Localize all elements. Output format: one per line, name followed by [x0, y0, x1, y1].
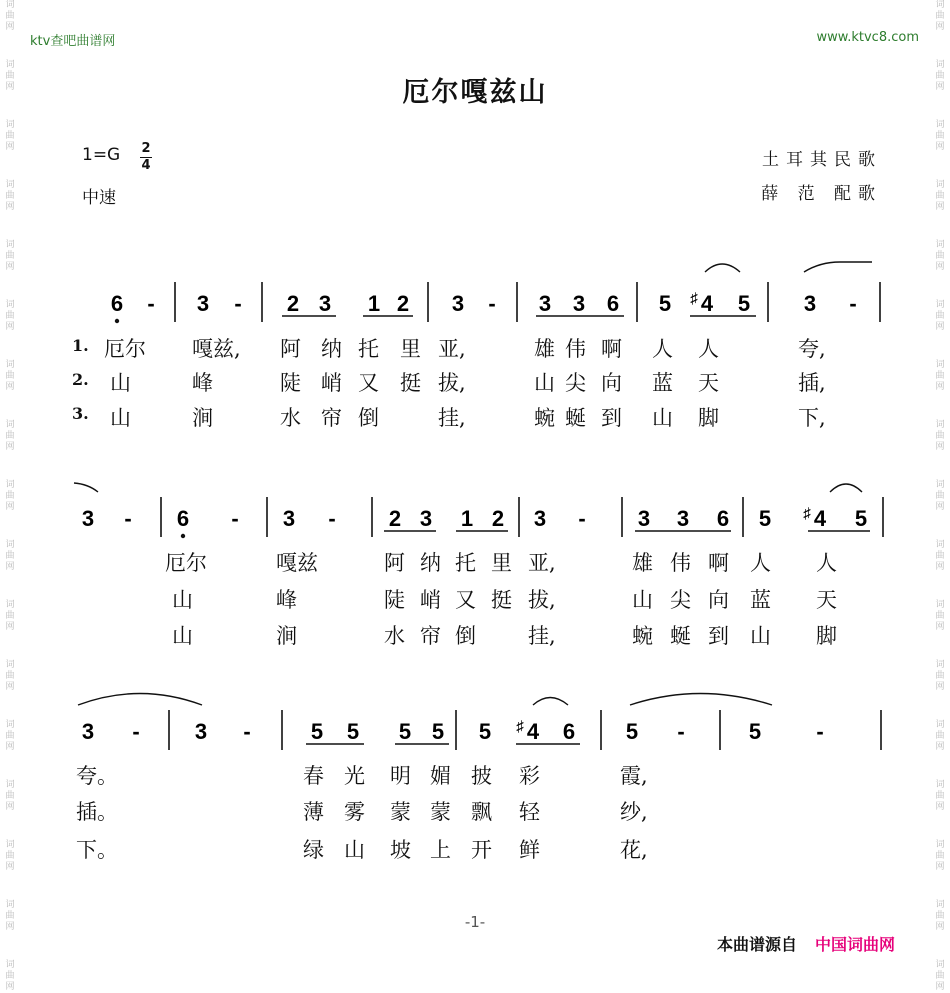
slur	[630, 694, 772, 706]
note: 2	[286, 291, 300, 316]
arranger: 薛 范 配歌	[761, 184, 882, 204]
note: 3	[803, 291, 817, 316]
note: 4	[526, 719, 540, 744]
lyric-syllable: 啊	[708, 551, 729, 575]
lyric-syllable: 插。	[76, 800, 118, 824]
lyric-syllable: 厄尔	[165, 551, 207, 575]
note: 3	[533, 506, 547, 531]
note: 3	[196, 291, 210, 316]
note: 5	[625, 719, 639, 744]
watermark-text: 词 曲 网	[935, 480, 945, 512]
watermark-text: 词 曲 网	[5, 0, 15, 32]
lyric-syllable: 里	[400, 337, 421, 361]
lyric-syllable: 开	[471, 838, 492, 862]
lyric-syllable: 伟	[565, 337, 586, 361]
lyric-syllable: 蜿	[534, 406, 555, 430]
note: 6	[110, 291, 124, 316]
note: 5	[854, 506, 868, 531]
lyric-syllable: 倒	[358, 406, 379, 430]
watermark-text: 词 曲 网	[5, 60, 15, 92]
note: 5	[346, 719, 360, 744]
watermark-text: 词 曲 网	[5, 480, 15, 512]
lyric-syllable: 人	[698, 337, 719, 361]
watermark-text: 词 曲 网	[935, 540, 945, 572]
lyric-syllable: 涧	[192, 406, 213, 430]
lyric-syllable: 插,	[798, 371, 826, 395]
lyric-syllable: 尖	[670, 588, 691, 612]
lyric-syllable: 山	[172, 624, 193, 648]
lyric-syllable: 纳	[420, 551, 441, 575]
watermark-text: 词 曲 网	[5, 420, 15, 452]
lyric-syllable: 山	[344, 838, 365, 862]
note: 2	[388, 506, 402, 531]
lyric-syllable: 向	[601, 371, 622, 395]
watermark-text: 词 曲 网	[5, 180, 15, 212]
lyric-syllable: 又	[455, 588, 476, 612]
lyric-syllable: 坡	[390, 838, 411, 862]
lyric-syllable: 天	[816, 588, 837, 612]
watermark-text: 词 曲 网	[5, 240, 15, 272]
lyric-syllable: 脚	[816, 624, 837, 648]
note: 5	[478, 719, 492, 744]
watermark-text: 词 曲 网	[5, 360, 15, 392]
dash-note: -	[231, 506, 239, 531]
dash-note: -	[677, 719, 685, 744]
lyric-syllable: 啊	[601, 337, 622, 361]
note: 3	[318, 291, 332, 316]
lyric-syllable: 拔,	[528, 588, 556, 612]
lyric-syllable: 陡	[384, 588, 405, 612]
verse-number: 3.	[72, 404, 89, 423]
lyric-syllable: 上	[430, 838, 451, 862]
dash-note: -	[243, 719, 251, 744]
lyric-syllable: 人	[652, 337, 673, 361]
verse-number: 2.	[72, 370, 89, 389]
note: 3	[282, 506, 296, 531]
lyric-syllable: 绿	[303, 838, 324, 862]
watermark-text: 词 曲 网	[5, 660, 15, 692]
lyric-syllable: 下。	[76, 838, 118, 862]
watermark-text: 词 曲 网	[935, 180, 945, 212]
song-origin: 土耳其民歌	[762, 150, 882, 170]
lyric-syllable: 倒	[455, 624, 476, 648]
time-signature-top: 2	[141, 141, 151, 156]
watermark-text: 词 曲 网	[935, 360, 945, 392]
note: 5	[431, 719, 445, 744]
lyric-syllable: 亚,	[438, 337, 466, 361]
lyric-syllable: 蜒	[670, 624, 691, 648]
lyric-syllable: 陡	[280, 371, 301, 395]
lyric-syllable: 蜒	[565, 406, 586, 430]
lyric-syllable: 飘	[471, 800, 492, 824]
source-label: 本曲谱源自	[717, 935, 798, 954]
lyric-syllable: 托	[358, 337, 379, 361]
site-url-right[interactable]: www.ktvc8.com	[816, 30, 919, 45]
dash-note: -	[132, 719, 140, 744]
watermark-text: 词 曲 网	[935, 240, 945, 272]
watermark-text: 词 曲 网	[935, 120, 945, 152]
source-credit	[717, 932, 895, 955]
note: 3	[81, 506, 95, 531]
watermark-text: 词 曲 网	[935, 960, 945, 992]
watermark-text: 词 曲 网	[935, 300, 945, 332]
note: 5	[658, 291, 672, 316]
watermark-text: 词 曲 网	[935, 840, 945, 872]
lyric-syllable: 夸。	[76, 764, 118, 788]
tempo-marking: 中速	[82, 188, 116, 208]
lyric-syllable: 托	[455, 551, 476, 575]
lyric-syllable: 雄	[632, 551, 653, 575]
note: 6	[562, 719, 576, 744]
watermark-text: 词 曲 网	[5, 540, 15, 572]
note: 3	[538, 291, 552, 316]
watermark-text: 词 曲 网	[935, 420, 945, 452]
sharp-accidental: ♯	[516, 718, 524, 735]
lyric-syllable: 蜿	[632, 624, 653, 648]
lyric-syllable: 蓝	[750, 588, 771, 612]
lyric-syllable: 脚	[698, 406, 719, 430]
lyric-syllable: 纱,	[620, 800, 648, 824]
note: 6	[716, 506, 730, 531]
watermark-text: 词 曲 网	[5, 600, 15, 632]
watermark-text: 词 曲 网	[935, 60, 945, 92]
slur	[804, 262, 872, 272]
lyric-syllable: 峭	[321, 371, 342, 395]
time-signature-bottom: 4	[141, 158, 151, 173]
watermark-text: 词 曲 网	[5, 840, 15, 872]
note: 3	[81, 719, 95, 744]
lyric-syllable: 山	[110, 406, 131, 430]
lyric-syllable: 涧	[276, 624, 297, 648]
lyric-syllable: 伟	[670, 551, 691, 575]
lyric-syllable: 挺	[400, 371, 421, 395]
lyric-syllable: 媚	[430, 764, 451, 788]
watermark-text: 词 曲 网	[5, 720, 15, 752]
lyric-syllable: 下,	[798, 406, 826, 430]
lyric-syllable: 薄	[303, 800, 324, 824]
dash-note: -	[849, 291, 857, 316]
lyric-syllable: 山	[172, 588, 193, 612]
lyric-syllable: 纳	[321, 337, 342, 361]
lyric-syllable: 挂,	[528, 624, 556, 648]
watermark-text: 词 曲 网	[5, 300, 15, 332]
lyric-syllable: 霞,	[620, 764, 648, 788]
note: 2	[491, 506, 505, 531]
lyric-syllable: 挂,	[438, 406, 466, 430]
lyric-syllable: 尖	[565, 371, 586, 395]
note: 5	[310, 719, 324, 744]
lyric-syllable: 披	[471, 764, 492, 788]
lyric-syllable: 鲜	[519, 838, 540, 862]
note: 1	[367, 291, 381, 316]
lyric-syllable: 峭	[420, 588, 441, 612]
note: 5	[398, 719, 412, 744]
key-signature: 1=G	[82, 145, 121, 165]
low-octave-dot	[115, 319, 119, 323]
lyric-syllable: 阿	[280, 337, 301, 361]
note: 1	[460, 506, 474, 531]
note: 3	[676, 506, 690, 531]
lyric-syllable: 山	[652, 406, 673, 430]
lyric-syllable: 又	[358, 371, 379, 395]
note: 3	[451, 291, 465, 316]
lyric-syllable: 拔,	[438, 371, 466, 395]
watermark-text: 词 曲 网	[935, 780, 945, 812]
watermark-text: 词 曲 网	[5, 900, 15, 932]
lyric-syllable: 天	[698, 371, 719, 395]
note: 3	[572, 291, 586, 316]
lyric-syllable: 帘	[420, 624, 441, 648]
source-brand[interactable]: 中国词曲网	[815, 935, 896, 954]
lyric-syllable: 峰	[192, 371, 213, 395]
note: 5	[737, 291, 751, 316]
lyric-syllable: 蒙	[430, 800, 451, 824]
watermark-text: 词 曲 网	[935, 900, 945, 932]
lyric-syllable: 光	[344, 764, 365, 788]
lyric-syllable: 雾	[344, 800, 365, 824]
bar-lines	[161, 282, 883, 750]
watermark-text: 词 曲 网	[935, 0, 945, 32]
dash-note: -	[328, 506, 336, 531]
lyric-syllable: 到	[708, 624, 729, 648]
song-title: 厄尔嘎兹山	[402, 77, 548, 108]
sharp-accidental: ♯	[803, 505, 811, 522]
lyric-syllable: 人	[750, 551, 771, 575]
sharp-accidental: ♯	[690, 290, 698, 307]
dash-note: -	[488, 291, 496, 316]
watermark-text: 词 曲 网	[935, 600, 945, 632]
watermark-text: 词 曲 网	[935, 660, 945, 692]
low-octave-dot	[181, 534, 185, 538]
lyric-syllable: 向	[708, 588, 729, 612]
lyric-syllable: 亚,	[528, 551, 556, 575]
lyric-syllable: 水	[280, 406, 301, 430]
dash-note: -	[816, 719, 824, 744]
note: 2	[396, 291, 410, 316]
note: 3	[194, 719, 208, 744]
note: 5	[748, 719, 762, 744]
site-name-left[interactable]: ktv查吧曲谱网	[30, 34, 116, 49]
lyric-syllable: 山	[632, 588, 653, 612]
slur	[78, 694, 202, 706]
dash-note: -	[578, 506, 586, 531]
note: 5	[758, 506, 772, 531]
lyric-syllable: 轻	[519, 800, 540, 824]
slur	[705, 264, 740, 272]
note: 3	[419, 506, 433, 531]
page-number: -1-	[464, 913, 486, 931]
note: 6	[176, 506, 190, 531]
lyric-syllable: 山	[534, 371, 555, 395]
lyric-syllable: 彩	[519, 764, 540, 788]
lyric-syllable: 明	[390, 764, 411, 788]
lyric-syllable: 夸,	[798, 337, 826, 361]
note: 3	[637, 506, 651, 531]
lyric-syllable: 到	[601, 406, 622, 430]
slur	[74, 483, 98, 492]
dash-note: -	[147, 291, 155, 316]
watermark-text: 词 曲 网	[5, 960, 15, 992]
lyric-syllable: 挺	[491, 588, 512, 612]
lyric-syllable: 雄	[534, 337, 555, 361]
lyric-syllable: 花,	[620, 838, 648, 862]
watermark-text: 词 曲 网	[5, 120, 15, 152]
verse-number: 1.	[72, 336, 89, 355]
note: 4	[813, 506, 827, 531]
note: 4	[700, 291, 714, 316]
lyric-syllable: 峰	[276, 588, 297, 612]
lyric-syllable: 蓝	[652, 371, 673, 395]
slur	[830, 484, 862, 492]
lyric-syllable: 嘎兹	[276, 551, 318, 575]
lyric-syllable: 阿	[384, 551, 405, 575]
lyric-syllable: 水	[384, 624, 405, 648]
dash-note: -	[234, 291, 242, 316]
lyric-syllable: 里	[491, 551, 512, 575]
lyric-syllable: 山	[110, 371, 131, 395]
lyric-syllable: 厄尔	[104, 337, 146, 361]
watermark-text: 词 曲 网	[5, 780, 15, 812]
slur	[533, 698, 568, 706]
dash-note: -	[124, 506, 132, 531]
lyric-syllable: 蒙	[390, 800, 411, 824]
watermark-text: 词 曲 网	[935, 720, 945, 752]
note: 6	[606, 291, 620, 316]
lyric-syllable: 春	[303, 764, 324, 788]
lyric-syllable: 嘎兹,	[192, 337, 241, 361]
lyric-syllable: 人	[816, 551, 837, 575]
lyric-syllable: 山	[750, 624, 771, 648]
lyric-syllable: 帘	[321, 406, 342, 430]
